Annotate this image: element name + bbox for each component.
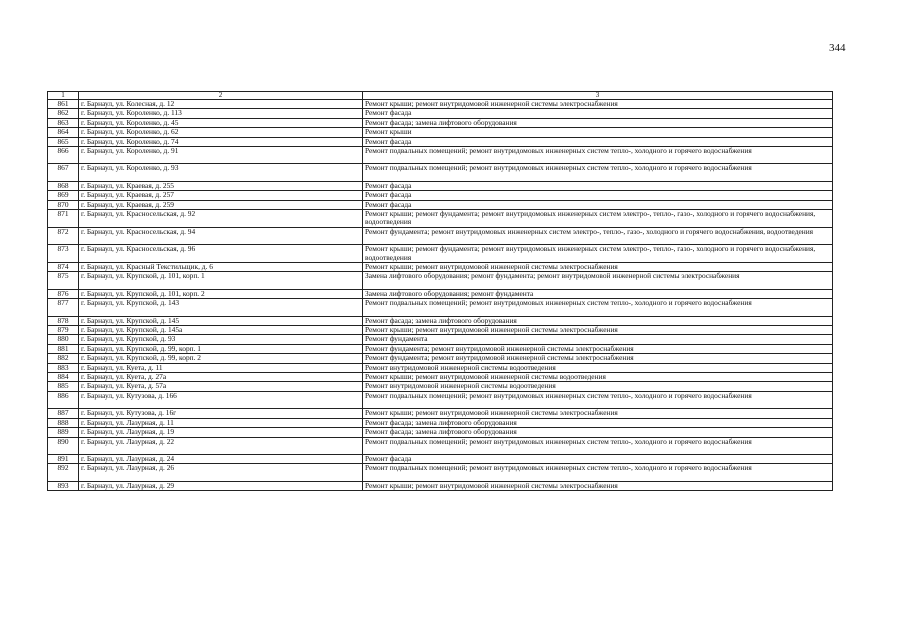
address-cell: г. Барнаул, ул. Краевая, д. 257 [79, 191, 363, 200]
row-number-cell: 878 [48, 316, 79, 325]
row-number-cell: 889 [48, 428, 79, 437]
work-type-cell: Замена лифтового оборудования; ремонт фундамента [363, 289, 833, 298]
table-row [48, 128, 833, 137]
address-cell: г. Барнаул, ул. Куета, д. 11 [79, 363, 363, 372]
row-number-cell: 881 [48, 344, 79, 353]
table-row [48, 437, 833, 454]
work-type-cell: Ремонт подвальных помещений; ремонт внутридомовых инженерных систем тепло-, холодного и горячего водоснабжения [363, 147, 833, 164]
table-row [48, 335, 833, 344]
table-body [48, 100, 833, 491]
row-number-cell: 883 [48, 363, 79, 372]
row-number-cell: 876 [48, 289, 79, 298]
table-row [48, 245, 833, 263]
row-number-cell: 862 [48, 109, 79, 118]
work-type-cell: Ремонт крыши; ремонт внутридомовой инженерной системы электроснабжения [363, 409, 833, 418]
table-row [48, 100, 833, 109]
address-cell: г. Барнаул, ул. Лазурная, д. 29 [79, 481, 363, 490]
header-col-2: 2 [79, 92, 363, 100]
work-type-cell: Ремонт фасада; замена лифтового оборудования [363, 316, 833, 325]
header-col-1: 1 [48, 92, 79, 100]
table-row [48, 191, 833, 200]
table-row [48, 344, 833, 353]
row-number-cell: 871 [48, 210, 79, 228]
address-cell: г. Барнаул, ул. Куета, д. 57а [79, 382, 363, 391]
table-row [48, 391, 833, 408]
table-row [48, 382, 833, 391]
work-type-cell: Ремонт фасада [363, 137, 833, 146]
work-type-cell: Ремонт фундамента; ремонт внутридомовых инженерных систем электро-, тепло-, газо-, холодного и горячего водоснабжения, водоотведения [363, 227, 833, 244]
address-cell: г. Барнаул, ул. Красный Текстильщик, д. 6 [79, 263, 363, 272]
address-cell: г. Барнаул, ул. Крупской, д. 99, корп. 2 [79, 354, 363, 363]
row-number-cell: 886 [48, 391, 79, 408]
work-type-cell: Ремонт фундамента; ремонт внутридомовой инженерной системы электроснабжения [363, 344, 833, 353]
table-row [48, 454, 833, 463]
work-type-cell: Ремонт внутридомовой инженерной системы водоотведения [363, 363, 833, 372]
table-row [48, 354, 833, 363]
address-cell: г. Барнаул, ул. Крупской, д. 145 [79, 316, 363, 325]
row-number-cell: 867 [48, 164, 79, 181]
work-type-cell: Ремонт фасада; замена лифтового оборудования [363, 418, 833, 427]
row-number-cell: 884 [48, 373, 79, 382]
table-header [48, 92, 833, 100]
row-number-cell: 879 [48, 326, 79, 335]
work-type-cell: Ремонт фасада [363, 200, 833, 209]
address-cell: г. Барнаул, ул. Крупской, д. 93 [79, 335, 363, 344]
row-number-cell: 882 [48, 354, 79, 363]
address-cell: г. Барнаул, ул. Кутузова, д. 16г [79, 409, 363, 418]
table-row [48, 373, 833, 382]
work-type-cell: Ремонт крыши; ремонт внутридомовой инженерной системы электроснабжения [363, 263, 833, 272]
row-number-cell: 877 [48, 299, 79, 316]
work-type-cell: Ремонт фасада [363, 191, 833, 200]
row-number-cell: 891 [48, 454, 79, 463]
work-type-cell: Ремонт фасада [363, 454, 833, 463]
table-row [48, 363, 833, 372]
work-type-cell: Ремонт крыши; ремонт внутридомовой инженерной системы водоотведения [363, 373, 833, 382]
row-number-cell: 870 [48, 200, 79, 209]
work-type-cell: Ремонт фасада; замена лифтового оборудования [363, 428, 833, 437]
repair-register-table [47, 91, 833, 491]
table-row [48, 428, 833, 437]
work-type-cell: Ремонт фасада [363, 181, 833, 190]
row-number-cell: 880 [48, 335, 79, 344]
address-cell: г. Барнаул, ул. Краевая, д. 259 [79, 200, 363, 209]
row-number-cell: 892 [48, 464, 79, 481]
row-number-cell: 893 [48, 481, 79, 490]
table-row [48, 299, 833, 316]
table-row [48, 409, 833, 418]
header-row [48, 92, 833, 100]
address-cell: г. Барнаул, ул. Короленко, д. 74 [79, 137, 363, 146]
address-cell: г. Барнаул, ул. Краевая, д. 255 [79, 181, 363, 190]
address-cell: г. Барнаул, ул. Лазурная, д. 22 [79, 437, 363, 454]
row-number-cell: 888 [48, 418, 79, 427]
address-cell: г. Барнаул, ул. Лазурная, д. 19 [79, 428, 363, 437]
row-number-cell: 885 [48, 382, 79, 391]
work-type-cell: Ремонт фундамента; ремонт внутридомовой инженерной системы электроснабжения [363, 354, 833, 363]
row-number-cell: 863 [48, 118, 79, 127]
work-type-cell: Ремонт подвальных помещений; ремонт внутридомовых инженерных систем тепло-, холодного и горячего водоснабжения [363, 299, 833, 316]
work-type-cell: Ремонт подвальных помещений; ремонт внутридомовых инженерных систем тепло-, холодного и горячего водоснабжения [363, 164, 833, 181]
work-type-cell: Ремонт крыши; ремонт внутридомовой инженерной системы электроснабжения [363, 481, 833, 490]
address-cell: г. Барнаул, ул. Лазурная, д. 26 [79, 464, 363, 481]
row-number-cell: 869 [48, 191, 79, 200]
table-row [48, 137, 833, 146]
work-type-cell: Ремонт фундамента [363, 335, 833, 344]
address-cell: г. Барнаул, ул. Крупской, д. 143 [79, 299, 363, 316]
work-type-cell: Ремонт подвальных помещений; ремонт внутридомовых инженерных систем тепло-, холодного и горячего водоснабжения [363, 391, 833, 408]
address-cell: г. Барнаул, ул. Крупской, д. 99, корп. 1 [79, 344, 363, 353]
address-cell: г. Барнаул, ул. Крупской, д. 101, корп. 1 [79, 272, 363, 289]
address-cell: г. Барнаул, ул. Короленко, д. 62 [79, 128, 363, 137]
row-number-cell: 890 [48, 437, 79, 454]
row-number-cell: 875 [48, 272, 79, 289]
work-type-cell: Ремонт фасада [363, 109, 833, 118]
work-type-cell: Ремонт крыши; ремонт внутридомовой инженерной системы электроснабжения [363, 100, 833, 109]
table-row [48, 227, 833, 244]
address-cell: г. Барнаул, ул. Колесная, д. 12 [79, 100, 363, 109]
address-cell: г. Барнаул, ул. Лазурная, д. 24 [79, 454, 363, 463]
address-cell: г. Барнаул, ул. Короленко, д. 91 [79, 147, 363, 164]
table-row [48, 147, 833, 164]
work-type-cell: Ремонт крыши [363, 128, 833, 137]
table-row [48, 289, 833, 298]
address-cell: г. Барнаул, ул. Короленко, д. 113 [79, 109, 363, 118]
table-row [48, 210, 833, 228]
table-row [48, 481, 833, 490]
address-cell: г. Барнаул, ул. Лазурная, д. 11 [79, 418, 363, 427]
row-number-cell: 864 [48, 128, 79, 137]
work-type-cell: Ремонт крыши; ремонт фундамента; ремонт внутридомовых инженерных систем электро-, тепло-, газо-, холодного и горячего водоснабжения, водоотведения [363, 210, 833, 228]
table-row [48, 118, 833, 127]
row-number-cell: 861 [48, 100, 79, 109]
address-cell: г. Барнаул, ул. Крупской, д. 101, корп. 2 [79, 289, 363, 298]
table-row [48, 418, 833, 427]
address-cell: г. Барнаул, ул. Короленко, д. 93 [79, 164, 363, 181]
work-type-cell: Ремонт крыши; ремонт фундамента; ремонт внутридомовых инженерных систем электро-, тепло-, газо-, холодного и горячего водоснабжения, водоотведения [363, 245, 833, 263]
work-type-cell: Ремонт подвальных помещений; ремонт внутридомовых инженерных систем тепло-, холодного и горячего водоснабжения [363, 437, 833, 454]
table-row [48, 272, 833, 289]
address-cell: г. Барнаул, ул. Красносельская, д. 92 [79, 210, 363, 228]
work-type-cell: Замена лифтового оборудования; ремонт фундамента; ремонт внутридомовой инженерной системы электроснабжения [363, 272, 833, 289]
address-cell: г. Барнаул, ул. Куета, д. 27а [79, 373, 363, 382]
work-type-cell: Ремонт внутридомовой инженерной системы водоотведения [363, 382, 833, 391]
address-cell: г. Барнаул, ул. Кутузова, д. 166 [79, 391, 363, 408]
row-number-cell: 873 [48, 245, 79, 263]
row-number-cell: 866 [48, 147, 79, 164]
row-number-cell: 887 [48, 409, 79, 418]
header-col-3: 3 [363, 92, 833, 100]
work-type-cell: Ремонт крыши; ремонт внутридомовой инженерной системы электроснабжения [363, 326, 833, 335]
address-cell: г. Барнаул, ул. Крупской, д. 145а [79, 326, 363, 335]
work-type-cell: Ремонт фасада; замена лифтового оборудования [363, 118, 833, 127]
table-row [48, 181, 833, 190]
table-row [48, 464, 833, 481]
table-row [48, 316, 833, 325]
row-number-cell: 874 [48, 263, 79, 272]
row-number-cell: 865 [48, 137, 79, 146]
address-cell: г. Барнаул, ул. Красносельская, д. 94 [79, 227, 363, 244]
work-type-cell: Ремонт подвальных помещений; ремонт внутридомовых инженерных систем тепло-, холодного и горячего водоснабжения [363, 464, 833, 481]
table-row [48, 200, 833, 209]
address-cell: г. Барнаул, ул. Короленко, д. 45 [79, 118, 363, 127]
row-number-cell: 868 [48, 181, 79, 190]
table-row [48, 263, 833, 272]
address-cell: г. Барнаул, ул. Красносельская, д. 96 [79, 245, 363, 263]
page-number: 344 [829, 42, 846, 54]
table-row [48, 326, 833, 335]
row-number-cell: 872 [48, 227, 79, 244]
table-row [48, 109, 833, 118]
table-row [48, 164, 833, 181]
